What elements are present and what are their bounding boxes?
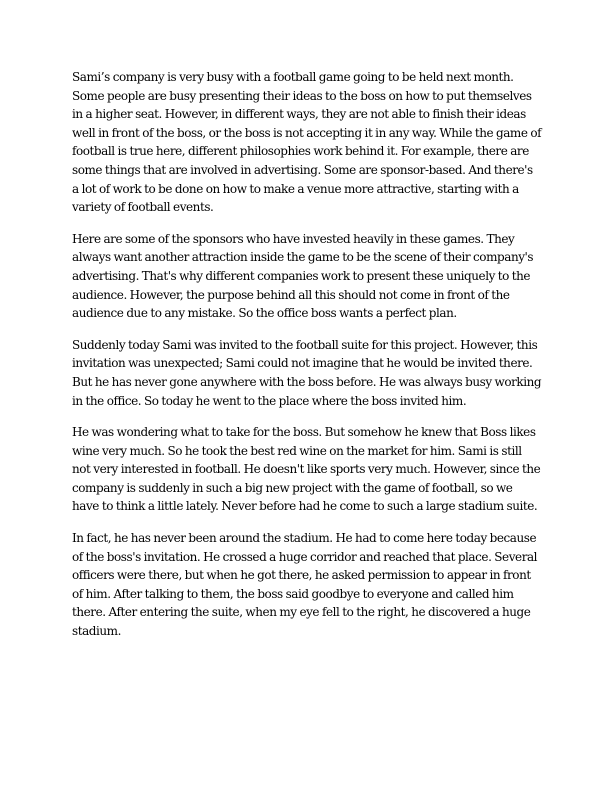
paragraph-5: In fact, he has never been around the stadium. He had to come here today because of the boss's invitation. He crossed a huge corridor and reached that place. Several officers were there, but when he got there, he asked permission to appear in front of him. After talking to them, the boss said goodbye to everyone and called him there. After entering the suite, when my eye fell to the right, he discovered a huge stadium. [72,531,538,639]
paragraph-3: Suddenly today Sami was invited to the football suite for this project. However, this invitation was unexpected; Sami could not imagine that he would be invited there. But he has never gone anywhere with the boss before. He was always busy working in the office. So today he went to the place where the boss invited him. [72,337,542,408]
document-body [72,68,542,654]
paragraph-2: Here are some of the sponsors who have invested heavily in these games. They always want another attraction inside the game to be the scene of their company's advertising. That's why different companies work to present these uniquely to the audience. However, the purpose behind all this should not come in front of the audience due to any mistake. So the office boss wants a perfect plan. [72,231,534,321]
paragraph-1: Sami’s company is very busy with a football game going to be held next month. Some people are busy presenting their ideas to the boss on how to put themselves in a higher seat. However, in different ways, they are not able to finish their ideas well in front of the boss, or the boss is not accepting it in any way. While the game of football is true here, different philosophies work behind it. For example, there are some things that are involved in advertising. Some are sponsor-based. And there's a lot of work to be done on how to make a venue more attractive, starting with a variety of football events. [72,70,542,215]
paragraph-4: He was wondering what to take for the boss. But somehow he knew that Boss likes wine very much. So he took the best red wine on the market for him. Sami is still not very interested in football. He doesn't like sports very much. However, since the company is suddenly in such a big new project with the game of football, so we have to think a little lately. Never before had he come to such a large stadium suite. [72,425,541,514]
